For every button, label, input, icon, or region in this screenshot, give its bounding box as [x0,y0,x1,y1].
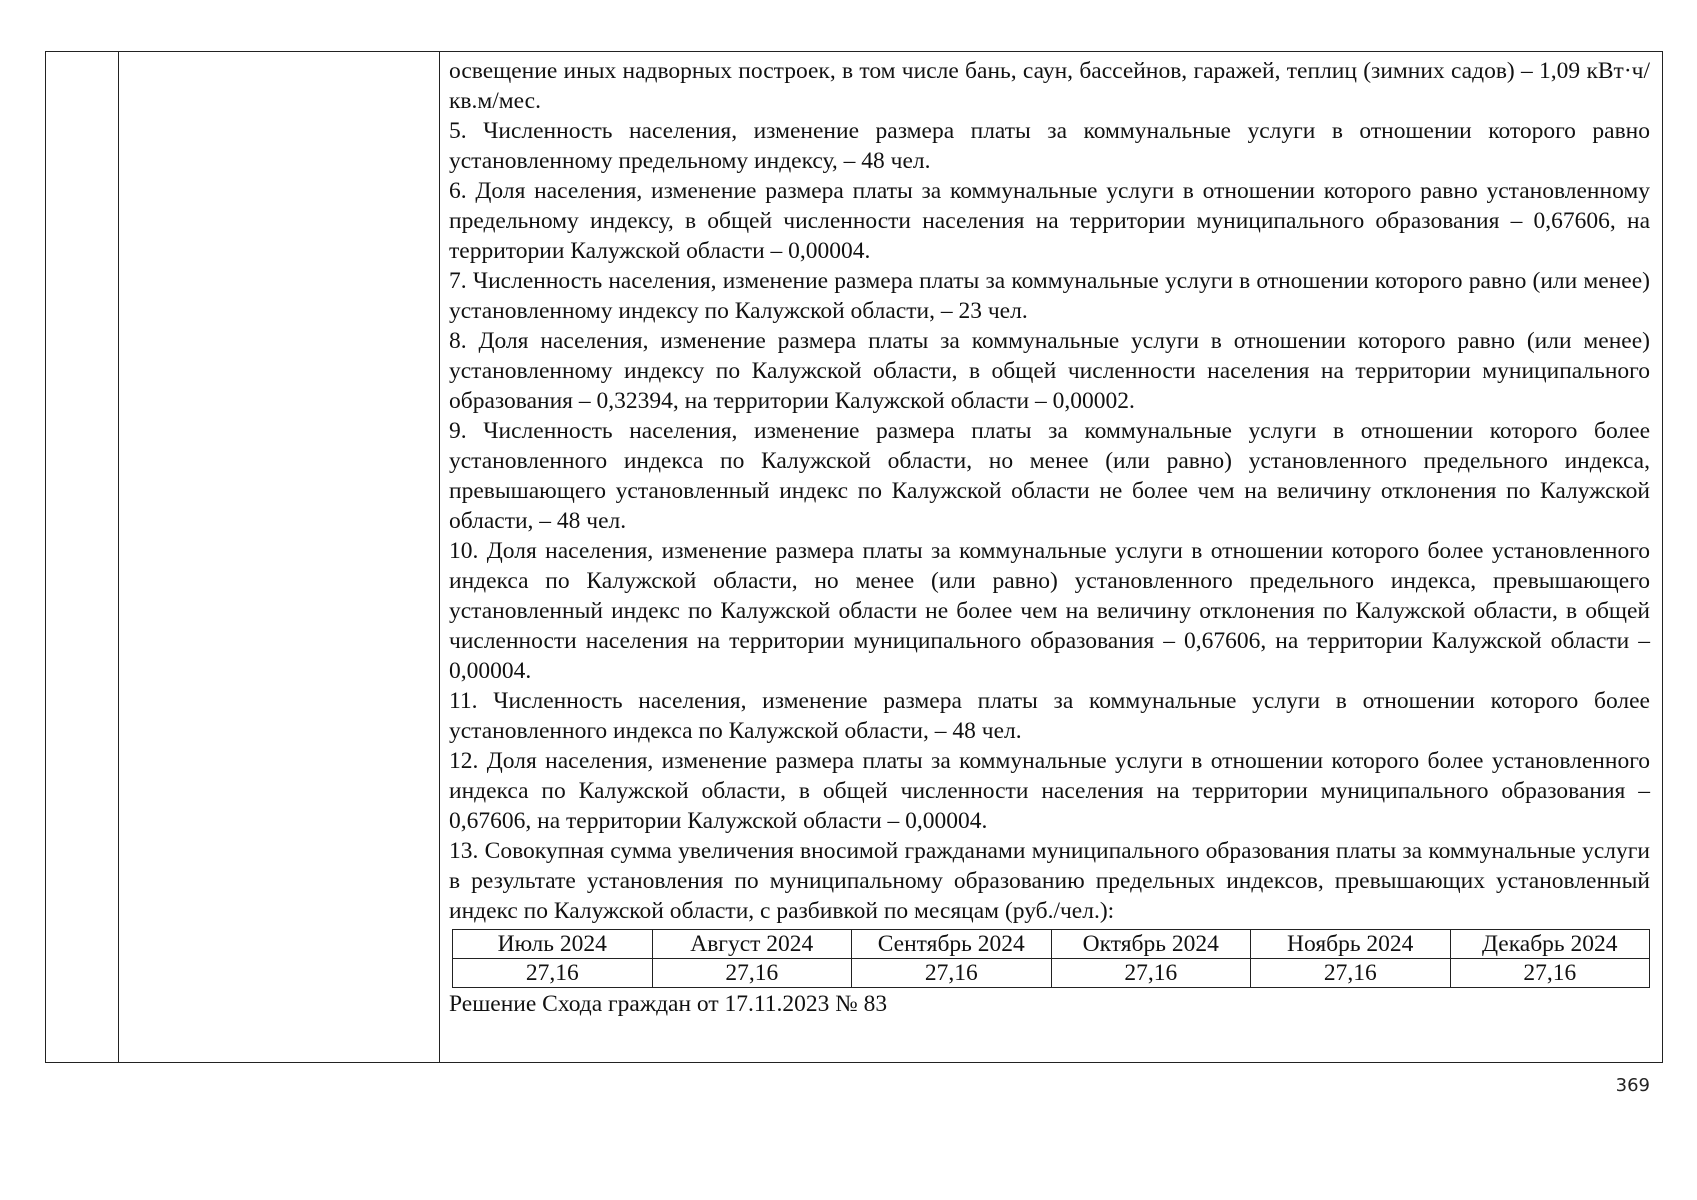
month-value: 27,16 [1251,959,1451,988]
month-header: Август 2024 [652,930,852,959]
table-row [453,959,1650,988]
monthly-increase-table [452,929,1650,988]
month-value: 27,16 [852,959,1052,988]
month-value: 27,16 [453,959,653,988]
table-column-number [46,52,119,1062]
paragraph-item-9: 9. Численность населения, изменение размера платы за коммунальные услуги в отношении которого более установленного индекса по Калужской области, но менее (или равно) установленного предельного индекса, превышающего установленный индекс по Калужской области не более чем на величину отклонения по Калужской области, – 48 чел. [449,418,1650,534]
month-header: Сентябрь 2024 [852,930,1052,959]
month-value: 27,16 [1051,959,1251,988]
month-header: Октябрь 2024 [1051,930,1251,959]
month-value: 27,16 [1450,959,1650,988]
document-table [45,51,1663,1063]
month-value: 27,16 [652,959,852,988]
page-number: 369 [1615,1075,1650,1096]
paragraph-item-13: 13. Совокупная сумма увеличения вносимой гражданами муниципального образования платы за коммунальные услуги в результате установления по муниципальному образованию предельных индексов, превышающих установленный индекс по Калужской области, с разбивкой по месяцам (руб./чел.): [449,838,1650,924]
paragraph-item-6: 6. Доля населения, изменение размера платы за коммунальные услуги в отношении которого равно установленному предельному индексу, в общей численности населения на территории муниципального образования – 0,67606, на территории Калужской области – 0,00004. [449,178,1650,264]
table-column-name [119,52,440,1062]
paragraph-item-11: 11. Численность населения, изменение размера платы за коммунальные услуги в отношении которого более установленного индекса по Калужской области, – 48 чел. [449,688,1650,744]
paragraph-item-7: 7. Численность населения, изменение размера платы за коммунальные услуги в отношении которого равно (или менее) установленному индексу по Калужской области, – 23 чел. [449,268,1650,324]
month-header: Июль 2024 [453,930,653,959]
table-column-content [440,52,1662,1062]
paragraph-item-8: 8. Доля населения, изменение размера платы за коммунальные услуги в отношении которого равно (или менее) установленному индексу по Калужской области, в общей численности населения на территории муниципального образования – 0,32394, на территории Калужской области – 0,00002. [449,328,1650,414]
paragraph-item-5: 5. Численность населения, изменение размера платы за коммунальные услуги в отношении которого равно установленному предельному индексу, – 48 чел. [449,118,1650,174]
month-header: Декабрь 2024 [1450,930,1650,959]
table-header-row [453,930,1650,959]
month-header: Ноябрь 2024 [1251,930,1451,959]
paragraph-continuation: освещение иных надворных построек, в том числе бань, саун, бассейнов, гаражей, теплиц (зимних садов) – 1,09 кВт·ч/кв.м/мес. [449,58,1650,114]
paragraph-item-12: 12. Доля населения, изменение размера платы за коммунальные услуги в отношении которого более установленного индекса по Калужской области, в общей численности населения на территории муниципального образования – 0,67606, на территории Калужской области – 0,00004. [449,748,1650,834]
decision-reference: Решение Схода граждан от 17.11.2023 № 83 [449,991,888,1017]
paragraph-item-10: 10. Доля населения, изменение размера платы за коммунальные услуги в отношении которого более установленного индекса по Калужской области, но менее (или равно) установленного предельного индекса, превышающего установленный индекс по Калужской области не более чем на величину отклонения по Калужской области, в общей численности населения на территории муниципального образования – 0,67606, на территории Калужской области – 0,00004. [449,538,1650,684]
